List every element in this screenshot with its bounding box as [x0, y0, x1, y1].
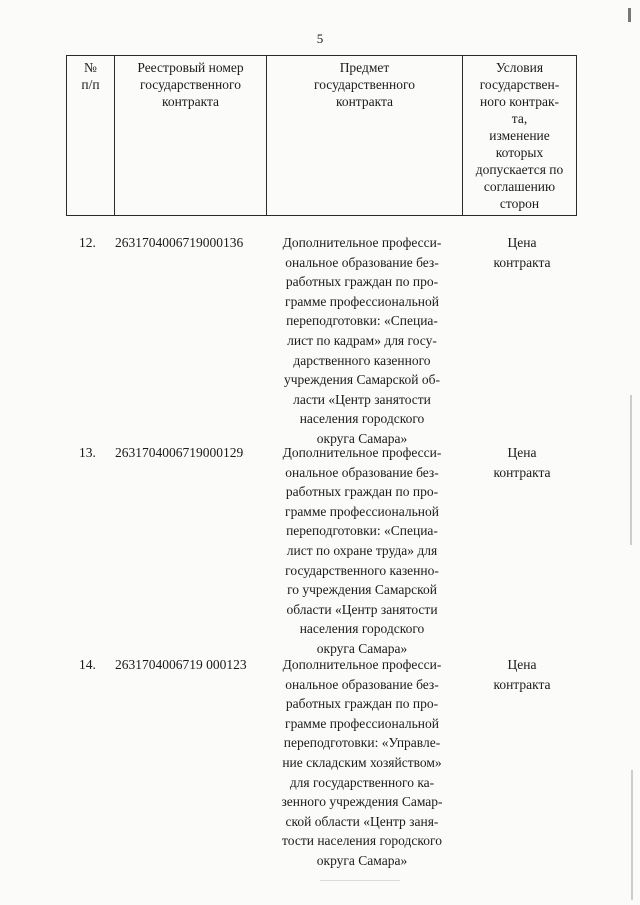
- text-line: п/п: [81, 77, 100, 92]
- text-line: государствен-: [479, 77, 560, 92]
- text-line: ской области «Центр заня-: [285, 813, 439, 829]
- text-line: ональное образование без-: [285, 464, 439, 480]
- text-line: округа Самара»: [316, 640, 408, 656]
- text-line: контракта: [335, 94, 394, 109]
- text-line: грамме профессиональной: [285, 503, 439, 519]
- row-number: 13.: [79, 445, 96, 460]
- text-line: №: [84, 60, 97, 75]
- registry-number: 2631704006719000136: [115, 235, 244, 250]
- text-line: допускается по: [475, 162, 564, 177]
- text-line: та,: [511, 111, 528, 126]
- row-number: 12.: [79, 235, 96, 250]
- text-line: округа Самара»: [316, 852, 408, 868]
- text-line: грамме профессиональной: [285, 715, 439, 731]
- scan-artifact: [630, 395, 632, 545]
- header-conditions: [463, 56, 577, 216]
- text-line: контракта: [493, 676, 551, 692]
- text-line: государственного: [314, 77, 415, 92]
- text-line: зенного учреждения Самар-: [281, 794, 443, 810]
- text-line: изменение: [489, 128, 550, 143]
- text-line: Цена: [507, 445, 537, 460]
- contract-conditions: [470, 655, 574, 694]
- header-subject: [267, 56, 463, 216]
- text-line: населения городского: [299, 621, 425, 637]
- text-line: работных граждан по про-: [285, 274, 439, 290]
- scan-artifact: [628, 8, 631, 22]
- page-number: 5: [316, 31, 324, 46]
- text-line: государственного: [140, 77, 241, 92]
- text-line: округа Самара»: [316, 430, 408, 446]
- text-line: ласти «Центр занятости: [293, 391, 431, 407]
- text-line: Дополнительное професси-: [282, 235, 442, 250]
- registry-number: 2631704006719 000123: [115, 657, 247, 672]
- text-line: работных граждан по про-: [285, 696, 439, 712]
- text-line: лист по охране труда» для: [286, 542, 438, 558]
- text-line: контракта: [161, 94, 220, 109]
- text-line: переподготовки: «Специа-: [286, 313, 438, 329]
- text-line: тости населения городского: [282, 833, 442, 849]
- text-line: ние складским хозяйством»: [282, 754, 442, 770]
- text-line: переподготовки: «Специа-: [286, 523, 438, 539]
- contract-subject: [266, 655, 458, 871]
- contract-conditions: [470, 443, 574, 482]
- contract-conditions: [470, 233, 574, 272]
- text-line: государственного казенно-: [285, 562, 439, 578]
- text-line: Условия: [495, 60, 544, 75]
- text-line: контракта: [493, 464, 551, 480]
- text-line: Дополнительное професси-: [282, 445, 442, 460]
- text-line: ного контрак-: [479, 94, 559, 109]
- text-line: ональное образование без-: [285, 254, 439, 270]
- contract-subject: [266, 233, 458, 449]
- text-line: Цена: [507, 657, 537, 672]
- text-line: Цена: [507, 235, 537, 250]
- row-number: 14.: [79, 657, 96, 672]
- text-line: переподготовки: «Управле-: [283, 735, 441, 751]
- text-line: соглашению: [483, 179, 556, 194]
- scan-artifact: [631, 770, 633, 900]
- text-line: ональное образование без-: [285, 676, 439, 692]
- text-line: грамме профессиональной: [285, 293, 439, 309]
- header-num: [67, 56, 115, 216]
- text-line: области «Центр занятости: [286, 601, 438, 617]
- text-line: для государственного ка-: [289, 774, 435, 790]
- header-registry-number: [115, 56, 267, 216]
- text-line: го учреждения Самарской: [287, 582, 437, 598]
- contract-subject: [266, 443, 458, 659]
- text-line: работных граждан по про-: [285, 484, 439, 500]
- text-line: дарственного казенного: [293, 352, 431, 368]
- text-line: Реестровый номер: [137, 60, 244, 75]
- registry-number: 2631704006719000129: [115, 445, 244, 460]
- text-line: контракта: [493, 254, 551, 270]
- text-line: которых: [495, 145, 544, 160]
- text-line: сторон: [499, 196, 540, 211]
- text-line: Дополнительное професси-: [282, 657, 442, 672]
- text-line: учреждения Самарской об-: [283, 372, 441, 388]
- text-line: населения городского: [299, 411, 425, 427]
- text-line: лист по кадрам» для госу-: [287, 332, 437, 348]
- text-line: Предмет: [339, 60, 390, 75]
- scan-artifact: [320, 880, 400, 881]
- table-header: [66, 55, 577, 216]
